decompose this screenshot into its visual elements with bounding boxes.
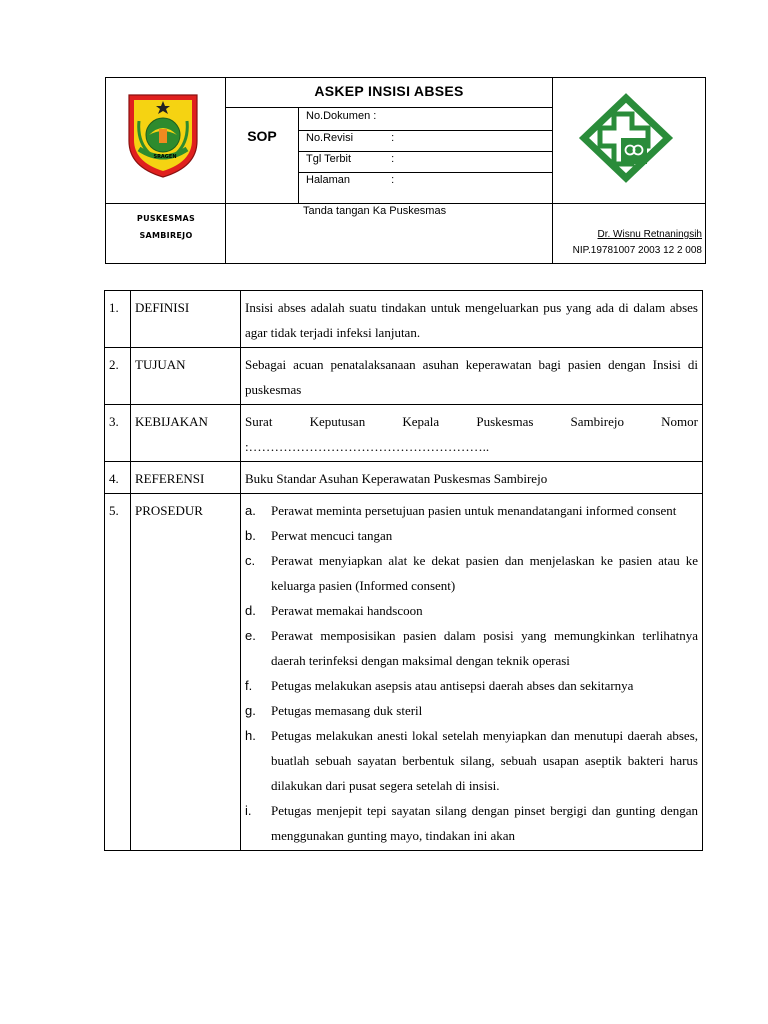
- sop-label: SOP: [247, 128, 277, 144]
- policy-cell: [241, 405, 703, 462]
- step-marker: b.: [245, 528, 256, 543]
- row-number: 3.: [105, 405, 131, 462]
- meta-label: Tgl Terbit: [306, 153, 352, 165]
- list-item: [245, 798, 698, 848]
- step-marker: i.: [245, 803, 252, 818]
- meta-row-page: [306, 174, 394, 186]
- list-item: [245, 698, 698, 723]
- row-heading: KEBIJAKAN: [131, 405, 241, 462]
- sop-content-table: [104, 290, 703, 851]
- definition-text: Insisi abses adalah suatu tindakan untuk mengeluarkan pus yang ada di dalam abses agar tidak terjadi infeksi lanjutan.: [241, 291, 703, 348]
- sop-header: [105, 77, 706, 264]
- step-text: Perwat mencuci tangan: [271, 528, 393, 543]
- row-number: 1.: [105, 291, 131, 348]
- puskesmas-line-2: SAMBIREJO: [139, 231, 193, 240]
- meta-row-revision: [306, 132, 394, 144]
- policy-text-line-2: :………………………………………………..: [245, 439, 490, 454]
- step-text: Petugas melakukan anesti lokal setelah menyiapkan dan menutupi daerah abses, buatlah sebuah sayatan berbentuk silang, sebuah usapan aseptik bakteri harus dilakukan dari pusat segera setelah di insisi.: [271, 728, 698, 793]
- step-marker: d.: [245, 603, 256, 618]
- table-row: [105, 291, 703, 348]
- row-heading: TUJUAN: [131, 348, 241, 405]
- health-cross-logo: [576, 92, 680, 189]
- meta-label: Halaman: [306, 174, 351, 186]
- row-number: 2.: [105, 348, 131, 405]
- signature-label: Tanda tangan Ka Puskesmas: [303, 205, 447, 217]
- document-title: ASKEP INSISI ABSES: [314, 83, 464, 99]
- step-text: Perawat menyiapkan alat ke dekat pasien dan menjelaskan ke pasien atau ke keluarga pasien (Informed consent): [271, 553, 698, 593]
- list-item: [245, 523, 698, 548]
- row-number: 4.: [105, 462, 131, 494]
- step-marker: c.: [245, 553, 256, 568]
- step-text: Petugas melakukan asepsis atau antisepsi daerah abses dan sekitarnya: [271, 678, 634, 693]
- step-marker: g.: [245, 703, 256, 718]
- row-number: 5.: [105, 494, 131, 851]
- meta-value: :: [373, 110, 377, 122]
- list-item: [245, 623, 698, 673]
- table-row: [105, 405, 703, 462]
- row-heading: DEFINISI: [131, 291, 241, 348]
- policy-text-line-1: Surat Keputusan Kepala Puskesmas Sambirejo Nomor: [245, 414, 698, 429]
- list-item: [245, 673, 698, 698]
- purpose-text: Sebagai acuan penatalaksanaan asuhan keperawatan bagi pasien dengan Insisi di puskesmas: [241, 348, 703, 405]
- step-marker: f.: [245, 678, 253, 693]
- district-crest-logo: [125, 91, 201, 179]
- meta-value: :: [391, 174, 395, 186]
- step-text: Perawat memakai handscoon: [271, 603, 423, 618]
- row-heading: PROSEDUR: [131, 494, 241, 851]
- meta-row-issue-date: [306, 153, 394, 165]
- step-marker: h.: [245, 728, 256, 743]
- meta-label: No.Revisi: [306, 132, 354, 144]
- list-item: [245, 548, 698, 598]
- puskesmas-line-1: PUSKESMAS: [136, 214, 196, 223]
- meta-row-document-number: [306, 110, 376, 122]
- reference-text: Buku Standar Asuhan Keperawatan Puskesmas Sambirejo: [241, 462, 703, 494]
- step-marker: a.: [245, 503, 256, 518]
- procedure-cell: [241, 494, 703, 851]
- step-text: Perawat meminta persetujuan pasien untuk menandatangani informed consent: [271, 503, 677, 518]
- crest-caption: SRAGEN: [153, 154, 177, 160]
- meta-label: No.Dokumen: [306, 110, 371, 122]
- list-item: [245, 723, 698, 798]
- step-text: Perawat memposisikan pasien dalam posisi yang memungkinkan terlihatnya daerah terinfeksi dengan maksimal dengan teknik operasi: [271, 628, 698, 668]
- list-item: [245, 498, 698, 523]
- puskesmas-name: [112, 210, 220, 244]
- row-heading: REFERENSI: [131, 462, 241, 494]
- table-row: [105, 348, 703, 405]
- step-text: Petugas menjepit tepi sayatan silang dengan pinset bergigi dan gunting dengan menggunakan gunting mayo, tindakan ini akan: [271, 803, 698, 843]
- step-marker: e.: [245, 628, 256, 643]
- doctor-name: Dr. Wisnu Retnaningsih: [597, 229, 702, 240]
- meta-value: :: [391, 132, 395, 144]
- meta-value: :: [391, 153, 395, 165]
- list-item: [245, 598, 698, 623]
- procedure-steps-list: [245, 498, 698, 848]
- table-row: [105, 494, 703, 851]
- step-text: Petugas memasang duk steril: [271, 703, 423, 718]
- doctor-nip: NIP.19781007 2003 12 2 008: [572, 245, 702, 256]
- table-row: [105, 462, 703, 494]
